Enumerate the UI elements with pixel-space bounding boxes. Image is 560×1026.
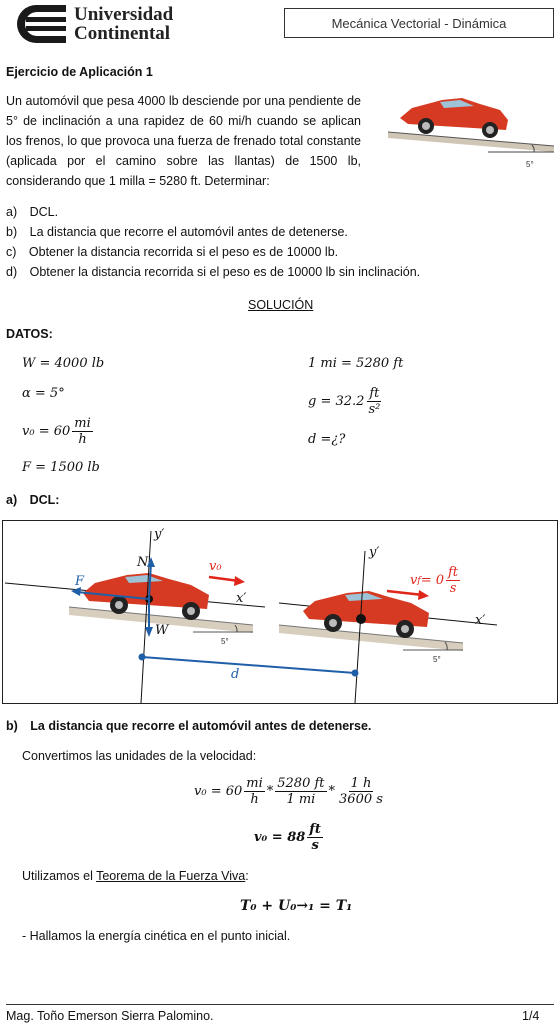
- data-angle: α = 5°: [22, 386, 65, 401]
- angle-label: 5°: [526, 160, 534, 169]
- data-g-lhs: g = 32.2: [308, 394, 365, 409]
- distance-label: d: [231, 667, 240, 682]
- theorem-name: Teorema de la Fuerza Viva: [96, 869, 246, 883]
- data-g-num: ft: [369, 386, 380, 401]
- problem-figure: [388, 90, 554, 175]
- question-a: a) DCL.: [6, 205, 59, 219]
- exercise-statement: Un automóvil que pesa 4000 lb desciende por una pendiente de 5° de inclinación a una rapidez de 60 mi/h cuando se aplican los frenos, lo que provoca una fuerza de frenado total constante (aplicada por el camino sobre las llantas) de 1500 lb, considerando que 1 milla = 5280 ft. Determinar:: [6, 94, 361, 188]
- data-gravity: [308, 386, 384, 417]
- dcl-label: a) DCL:: [6, 493, 60, 507]
- data-distance: d =¿?: [308, 432, 346, 447]
- logo-mark-icon: [6, 3, 68, 45]
- data-mile: 1 mi = 5280 ft: [308, 356, 404, 371]
- data-force: F = 1500 lb: [22, 460, 100, 475]
- dcl-figure: [2, 520, 558, 704]
- convert-text: Convertimos las unidades de la velocidad:: [22, 749, 257, 763]
- logo-line1: Universidad: [74, 4, 174, 25]
- weight-label: W: [155, 623, 169, 638]
- angle-label-2: 5°: [433, 655, 441, 664]
- question-c: c) Obtener la distancia recorrida si el peso es de 10000 lb.: [6, 245, 339, 259]
- kinetic-energy-text: - Hallamos la energía cinética en el punto inicial.: [22, 929, 291, 943]
- conversion-equation: v₀ = 60 $\frac{mi}{h}$ * $\frac{5280 ft}{1 mi}$ * $\frac{1 h}{3600 s}$: [194, 776, 383, 807]
- data-g-den: s²: [368, 402, 381, 417]
- data-weight: W = 4000 lb: [22, 356, 105, 371]
- x-axis-label-1: x′: [236, 591, 247, 606]
- logo-line2: Continental: [74, 23, 171, 44]
- university-logo: [6, 3, 176, 45]
- course-title: Mecánica Vectorial - Dinámica: [284, 8, 554, 38]
- angle-label-1: 5°: [221, 637, 229, 646]
- x-axis-label-2: x′: [475, 613, 486, 628]
- data-v0-den: h: [78, 432, 87, 447]
- question-b: b) La distancia que recorre el automóvil antes de detenerse.: [6, 225, 348, 239]
- friction-force-label: F: [75, 574, 85, 589]
- car-icon: [400, 98, 508, 138]
- vf-label: v f = 0 $\frac{ft}{s}$: [410, 565, 459, 596]
- part-b-label: b) La distancia que recorre el automóvil antes de detenerse.: [6, 719, 372, 733]
- energy-equation: T₀ + U₀→₁ = T₁: [240, 898, 353, 914]
- normal-force-label: N: [137, 555, 149, 570]
- velocity-result: v₀ = 88 $\frac{ft}{s}$: [254, 822, 321, 853]
- theorem-line: Utilizamos el Teorema de la Fuerza Viva:: [22, 869, 249, 883]
- footer-divider: [6, 1004, 554, 1005]
- exercise-title: Ejercicio de Aplicación 1: [6, 65, 153, 79]
- y-axis-label-2: y′: [369, 545, 380, 560]
- data-v0-lhs: v₀ = 60: [22, 424, 71, 439]
- solution-title: SOLUCIÓN: [248, 298, 314, 312]
- v0-label: v₀: [209, 559, 222, 574]
- data-v0: [22, 416, 95, 447]
- y-axis-label-1: y′: [154, 527, 165, 542]
- question-d: d) Obtener la distancia recorrida si el peso es de 10000 lb sin inclinación.: [6, 265, 421, 279]
- datos-label: DATOS:: [6, 327, 53, 341]
- footer-author: Mag. Toño Emerson Sierra Palomino.: [6, 1009, 214, 1023]
- data-v0-num: mi: [74, 416, 91, 431]
- page-number: 1/4: [522, 1009, 540, 1023]
